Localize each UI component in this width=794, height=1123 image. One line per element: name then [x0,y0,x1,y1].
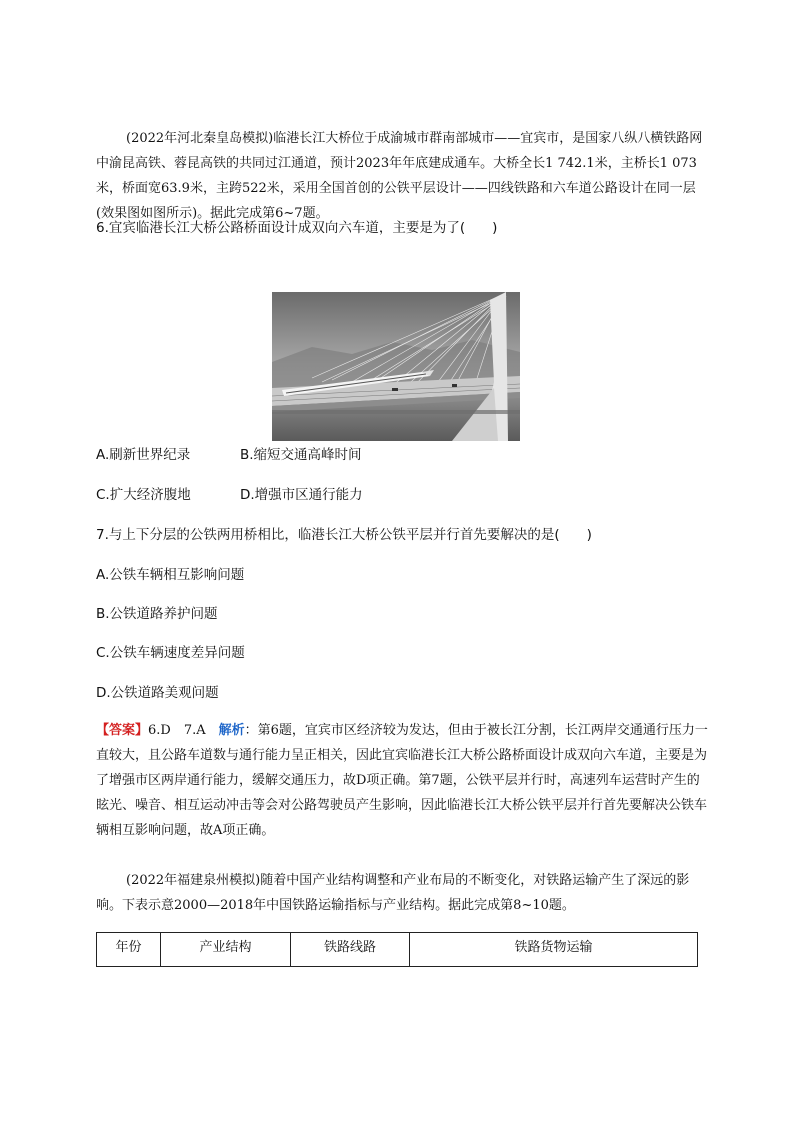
table-header-year: 年份 [97,933,161,967]
table-header-railway-freight: 铁路货物运输 [410,933,698,967]
question-6-option-c: C.扩大经济腹地 [96,487,191,503]
question-7-stem: 7.与上下分层的公铁两用桥相比，临港长江大桥公铁平层并行首先要解决的是( ) [96,527,592,543]
question-6-option-a: A.刷新世界纪录 [96,447,191,463]
table-header-industry-structure: 产业结构 [161,933,291,967]
railway-industry-table [96,932,698,967]
table-header-row [97,933,698,967]
question-6-option-d: D.增强市区通行能力 [240,487,363,503]
question-6-option-b: B.缩短交通高峰时间 [240,447,362,463]
question-7-option-a: A.公铁车辆相互影响问题 [96,567,245,583]
question-7-option-c: C.公铁车辆速度差异问题 [96,645,245,661]
answer-tag: 【答案】 [96,723,149,738]
bridge-rendering-image [272,292,520,441]
table-header-railway-lines: 铁路线路 [291,933,410,967]
question-7-option-d: D.公铁道路美观问题 [96,685,219,701]
question-6-stem: 6.宜宾临港长江大桥公路桥面设计成双向六车道，主要是为了( ) [96,220,498,236]
analysis-text: ：第6题，宜宾市区经济较为发达，但由于被长江分割，长江两岸交通通行压力一直较大，且公路车道数与通行能力呈正相关，因此宜宾临港长江大桥公路桥面设计成双向六车道，主要是为了增强市区两岸通行能力，缓解交通压力，故D项正确。第7题，公铁平层并行时，高速列车运营时产生的眩光、噪音、相互运动冲击等会对公路驾驶员产生影响，因此临港长江大桥公铁平层并行首先要解决公铁车辆相互影响问题，故A项正确。 [96,723,708,838]
intro-paragraph-bridge: (2022年河北秦皇岛模拟)临港长江大桥位于成渝城市群南部城市——宜宾市，是国家八纵八横铁路网中渝昆高铁、蓉昆高铁的共同过江通道，预计2023年年底建成通车。大桥全长1 742.1米，主桥长1 073米，桥面宽63.9米，主跨522米，采用全国首创的公铁平层设计——四线铁路和六车道公路设计在同一层(效果图如图所示)。据此完成第6~7题。 [96,131,703,221]
answer-keys: 6.D 7.A [148,723,219,738]
analysis-label: 解析 [218,723,245,738]
question-7-option-b: B.公铁道路养护问题 [96,606,218,622]
intro-paragraph-railway: (2022年福建泉州模拟)随着中国产业结构调整和产业布局的不断变化，对铁路运输产生了深远的影响。下表示意2000—2018年中国铁路运输指标与产业结构。据此完成第8~10题。 [96,873,690,913]
answer-analysis-block [96,718,712,843]
